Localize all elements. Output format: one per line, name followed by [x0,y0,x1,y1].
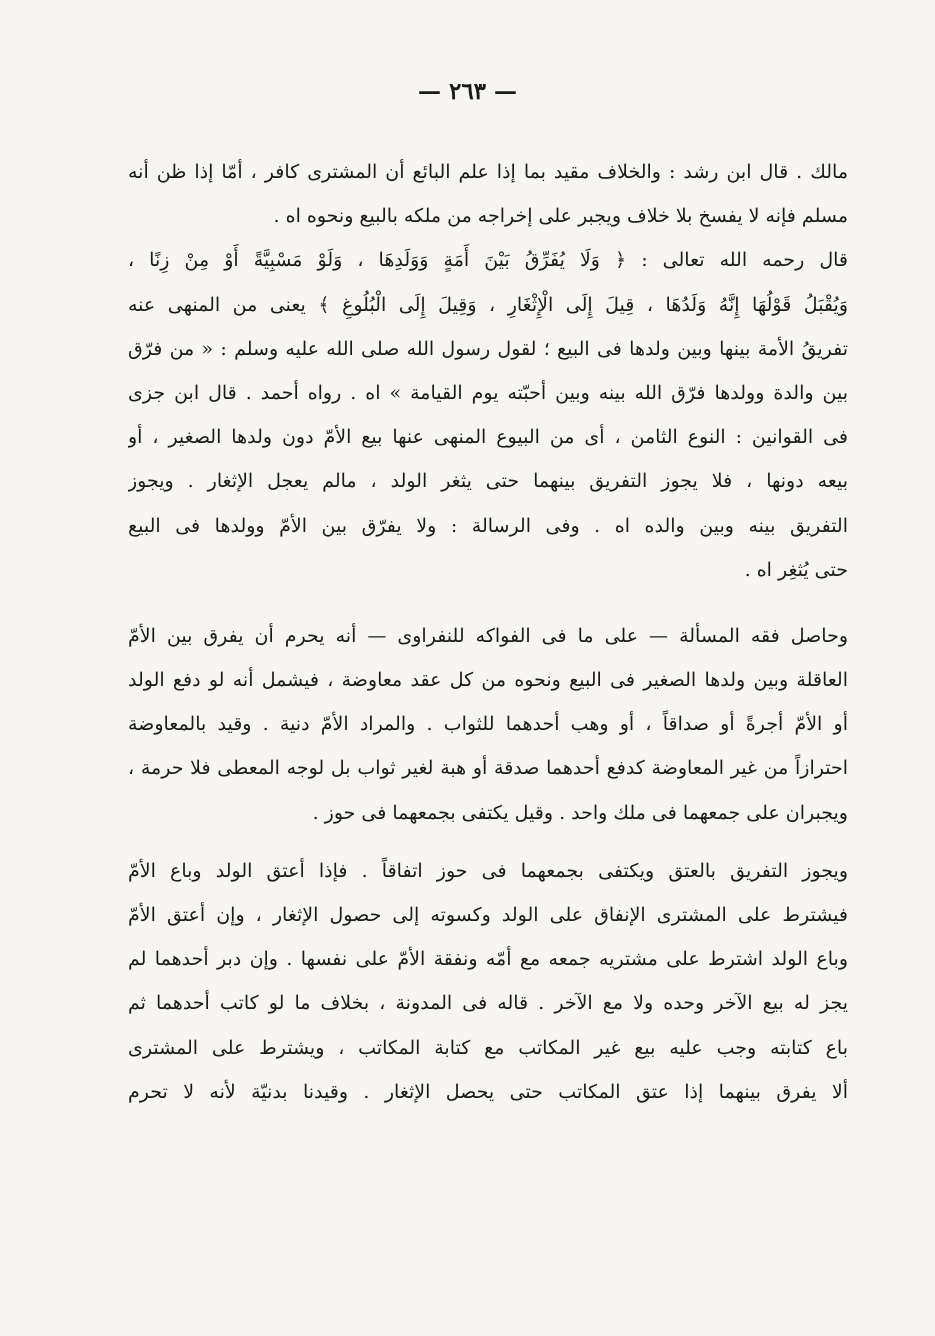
text-line: العاقلة وبين ولدها الصغير فى البيع ونحوه من كل عقد معاوضة ، فيشمل أنه لو دفع الولد [128,669,848,692]
paragraph-gap [128,835,848,849]
text-line: أو الأمّ أجرةً أو صداقاً ، أو وهب أحدهما للثواب . والمراد الأمّ دنية . وقيد بالمعاوضة [128,713,848,736]
paragraph-2 [128,238,848,592]
paragraph-1 [128,150,848,238]
text-line: ألا يفرق بينهما إذا عتق المكاتب حتى يحصل الإثغار . وقيدنا بدنيّة لأنه لا تحرم [128,1080,848,1103]
text-line: احترازاً من غير المعاوضة كدفع أحدهما صدقة أو هبة لغير ثواب بل لوجه المعطى فلا حرمة ، [128,757,848,780]
page-number: — ٢٦٣ — [417,78,518,105]
text-line: وحاصل فقه المسألة — على ما فى الفواكه للنفراوى — أنه يحرم أن يفرق بين الأمّ [128,624,848,647]
text-line: بين والدة وولدها فرّق الله بينه وبين أحبّته يوم القيامة » اه . رواه أحمد . قال ابن جزى [128,381,848,404]
text-line: مسلم فإنه لا يفسخ بلا خلاف ويجبر على إخراجه من ملكه بالبيع ونحوه اه . [273,205,848,228]
paragraph-gap [128,592,848,614]
text-line: بيعه دونها ، فلا يجوز التفريق بينهما حتى يثغر الولد ، مالم يعجل الإثغار . ويجوز [128,470,848,493]
text-line: فى القوانين : النوع الثامن ، أى من البيوع المنهى عنها بيع الأمّ دون ولدها الصغير ، أو [128,426,848,449]
text-line: وَيُقْبَلُ قَوْلُهَا إِنَّهُ وَلَدُهَا ، قِيلَ إِلَى الْإِثْغَارِ ، وَقِيلَ إِلَى الْبُلُوغِ ﴾ يعنى من المنهى عنه [128,293,848,316]
text-line: التفريق بينه وبين والده اه . وفى الرسالة : ولا يفرّق بين الأمّ وولدها فى البيع [128,514,848,537]
text-line: ويجوز التفريق بالعتق ويكتفى بجمعهما فى حوز اتفاقاً . فإذا أعتق الولد وباع الأمّ [128,859,848,882]
body-text [128,150,848,1114]
text-line: باع كتابته وجب عليه بيع غير المكاتب مع كتابة المكاتب ، ويشترط على المشترى [128,1036,848,1059]
paragraph-4 [128,849,848,1114]
text-line: مالك . قال ابن رشد : والخلاف مقيد بما إذا علم البائع أن المشترى كافر ، أمّا إذا ظن أنه [128,161,848,183]
text-line: يجز له بيع الآخر وحده ولا مع الآخر . قاله فى المدونة ، بخلاف ما لو كاتب أحدهما ثم [128,992,848,1015]
text-line: فيشترط على المشترى الإنفاق على الولد وكسوته إلى حصول الإثغار ، وإن أعتق الأمّ [128,904,848,926]
text-line: تفريقُ الأمة بينها وبين ولدها فى البيع ؛ لقول رسول الله صلى الله عليه وسلم : « من فرّق [128,337,848,360]
text-line: وباع الولد اشترط على مشتريه جمعه مع أمّه ونفقة الأمّ على نفسها . وإن دبر أحدهما لم [128,948,848,971]
text-line: قال رحمه الله تعالى : ﴿ وَلَا يُفَرِّقُ بَيْنَ أَمَةٍ وَوَلَدِهَا ، وَلَوْ مَسْبِيَّةً أَوْ مِنْ زِنًا ، [128,249,848,272]
text-line: حتى يُثغِر اه . [744,558,848,581]
paragraph-3 [128,614,848,835]
text-line: ويجبران على جمعهما فى ملك واحد . وقيل يكتفى بجمعهما فى حوز . [312,801,848,824]
